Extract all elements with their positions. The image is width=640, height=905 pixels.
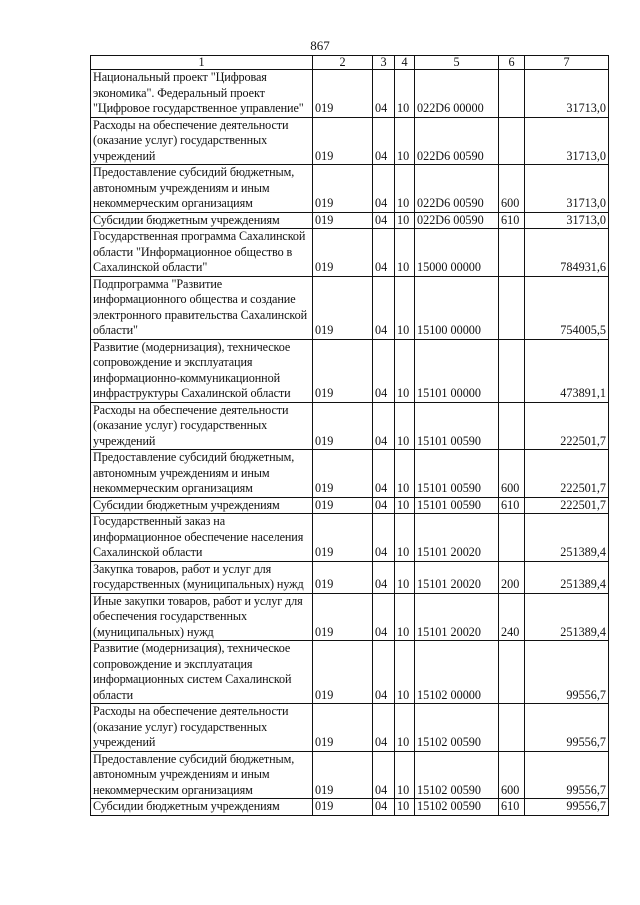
row-section: 04	[373, 212, 395, 229]
row-section: 04	[373, 799, 395, 816]
row-amount: 222501,7	[525, 450, 609, 498]
row-section: 04	[373, 402, 395, 450]
row-expense-type: 240	[499, 593, 525, 641]
row-amount: 473891,1	[525, 339, 609, 402]
row-target-code: 022D6 00590	[415, 117, 499, 165]
table-header-row	[91, 56, 609, 70]
row-expense-type	[499, 704, 525, 752]
row-subsection: 10	[395, 339, 415, 402]
table-row	[91, 641, 609, 704]
row-subsection: 10	[395, 704, 415, 752]
row-admin-code: 019	[313, 641, 373, 704]
row-subsection: 10	[395, 561, 415, 593]
row-amount: 754005,5	[525, 276, 609, 339]
row-section: 04	[373, 70, 395, 118]
row-section: 04	[373, 165, 395, 213]
row-section: 04	[373, 561, 395, 593]
column-header-section: 3	[373, 56, 395, 70]
row-admin-code: 019	[313, 165, 373, 213]
row-target-code: 15100 00000	[415, 276, 499, 339]
row-subsection: 10	[395, 117, 415, 165]
row-target-code: 15102 00590	[415, 799, 499, 816]
table-row	[91, 561, 609, 593]
row-amount: 251389,4	[525, 593, 609, 641]
row-subsection: 10	[395, 751, 415, 799]
row-section: 04	[373, 339, 395, 402]
table-row	[91, 799, 609, 816]
row-admin-code: 019	[313, 212, 373, 229]
row-admin-code: 019	[313, 70, 373, 118]
row-name: Расходы на обеспечение деятельности (оказание услуг) государственных учреждений	[91, 117, 313, 165]
table-row	[91, 276, 609, 339]
row-target-code: 15101 00590	[415, 402, 499, 450]
row-amount: 99556,7	[525, 704, 609, 752]
row-expense-type	[499, 339, 525, 402]
row-amount: 222501,7	[525, 497, 609, 514]
row-name: Предоставление субсидий бюджетным, автономным учреждениям и иным некоммерческим организациям	[91, 751, 313, 799]
row-section: 04	[373, 641, 395, 704]
row-subsection: 10	[395, 402, 415, 450]
row-expense-type	[499, 514, 525, 562]
table-row	[91, 70, 609, 118]
row-admin-code: 019	[313, 276, 373, 339]
row-section: 04	[373, 751, 395, 799]
row-expense-type: 600	[499, 751, 525, 799]
row-name: Расходы на обеспечение деятельности (оказание услуг) государственных учреждений	[91, 704, 313, 752]
row-target-code: 15102 00000	[415, 641, 499, 704]
row-admin-code: 019	[313, 339, 373, 402]
row-expense-type: 610	[499, 212, 525, 229]
table-row	[91, 751, 609, 799]
column-header-subsection: 4	[395, 56, 415, 70]
row-admin-code: 019	[313, 514, 373, 562]
row-target-code: 15102 00590	[415, 751, 499, 799]
column-header-admin: 2	[313, 56, 373, 70]
row-amount: 784931,6	[525, 229, 609, 277]
row-admin-code: 019	[313, 704, 373, 752]
row-section: 04	[373, 497, 395, 514]
row-name: Национальный проект "Цифровая экономика". Федеральный проект "Цифровое государственное управление"	[91, 70, 313, 118]
row-subsection: 10	[395, 212, 415, 229]
row-subsection: 10	[395, 593, 415, 641]
row-subsection: 10	[395, 276, 415, 339]
row-admin-code: 019	[313, 450, 373, 498]
row-name: Государственный заказ на информационное обеспечение населения Сахалинской области	[91, 514, 313, 562]
row-name: Закупка товаров, работ и услуг для государственных (муниципальных) нужд	[91, 561, 313, 593]
row-amount: 31713,0	[525, 212, 609, 229]
row-target-code: 15101 20020	[415, 593, 499, 641]
row-target-code: 15101 00000	[415, 339, 499, 402]
row-admin-code: 019	[313, 799, 373, 816]
row-target-code: 15000 00000	[415, 229, 499, 277]
row-admin-code: 019	[313, 593, 373, 641]
row-subsection: 10	[395, 165, 415, 213]
table-row	[91, 165, 609, 213]
row-name: Субсидии бюджетным учреждениям	[91, 497, 313, 514]
row-expense-type: 600	[499, 165, 525, 213]
row-name: Государственная программа Сахалинской области "Информационное общество в Сахалинской области"	[91, 229, 313, 277]
column-header-target: 5	[415, 56, 499, 70]
row-name: Развитие (модернизация), техническое сопровождение и эксплуатация информационно-коммуникационной инфраструктуры Сахалинской области	[91, 339, 313, 402]
row-target-code: 15101 00590	[415, 497, 499, 514]
row-expense-type	[499, 402, 525, 450]
row-name: Развитие (модернизация), техническое сопровождение и эксплуатация информационных систем Сахалинской области	[91, 641, 313, 704]
column-header-name: 1	[91, 56, 313, 70]
table-row	[91, 339, 609, 402]
row-expense-type: 610	[499, 799, 525, 816]
row-expense-type: 200	[499, 561, 525, 593]
row-target-code: 022D6 00590	[415, 165, 499, 213]
row-target-code: 15102 00590	[415, 704, 499, 752]
row-name: Субсидии бюджетным учреждениям	[91, 799, 313, 816]
row-admin-code: 019	[313, 561, 373, 593]
table-row	[91, 402, 609, 450]
row-expense-type: 610	[499, 497, 525, 514]
row-amount: 99556,7	[525, 641, 609, 704]
row-amount: 251389,4	[525, 561, 609, 593]
row-section: 04	[373, 276, 395, 339]
row-amount: 31713,0	[525, 70, 609, 118]
table-row	[91, 497, 609, 514]
row-target-code: 15101 20020	[415, 514, 499, 562]
row-section: 04	[373, 514, 395, 562]
table-row	[91, 593, 609, 641]
row-subsection: 10	[395, 641, 415, 704]
row-amount: 31713,0	[525, 165, 609, 213]
row-amount: 222501,7	[525, 402, 609, 450]
row-name: Предоставление субсидий бюджетным, автономным учреждениям и иным некоммерческим организациям	[91, 450, 313, 498]
column-header-type: 6	[499, 56, 525, 70]
row-section: 04	[373, 704, 395, 752]
row-target-code: 15101 20020	[415, 561, 499, 593]
row-section: 04	[373, 450, 395, 498]
row-name: Расходы на обеспечение деятельности (оказание услуг) государственных учреждений	[91, 402, 313, 450]
budget-table	[90, 55, 609, 816]
row-amount: 99556,7	[525, 751, 609, 799]
column-header-amount: 7	[525, 56, 609, 70]
row-target-code: 15101 00590	[415, 450, 499, 498]
row-expense-type	[499, 70, 525, 118]
row-name: Предоставление субсидий бюджетным, автономным учреждениям и иным некоммерческим организациям	[91, 165, 313, 213]
table-row	[91, 450, 609, 498]
row-admin-code: 019	[313, 402, 373, 450]
table-row	[91, 117, 609, 165]
row-subsection: 10	[395, 229, 415, 277]
row-section: 04	[373, 117, 395, 165]
row-admin-code: 019	[313, 497, 373, 514]
row-admin-code: 019	[313, 751, 373, 799]
table-row	[91, 704, 609, 752]
row-name: Иные закупки товаров, работ и услуг для обеспечения государственных (муниципальных) нужд	[91, 593, 313, 641]
row-subsection: 10	[395, 70, 415, 118]
table-row	[91, 229, 609, 277]
row-expense-type	[499, 229, 525, 277]
row-expense-type	[499, 276, 525, 339]
row-amount: 251389,4	[525, 514, 609, 562]
table-row	[91, 212, 609, 229]
row-subsection: 10	[395, 497, 415, 514]
row-subsection: 10	[395, 799, 415, 816]
row-subsection: 10	[395, 450, 415, 498]
row-expense-type	[499, 117, 525, 165]
row-amount: 31713,0	[525, 117, 609, 165]
row-admin-code: 019	[313, 117, 373, 165]
row-target-code: 022D6 00000	[415, 70, 499, 118]
row-expense-type	[499, 641, 525, 704]
row-section: 04	[373, 229, 395, 277]
row-subsection: 10	[395, 514, 415, 562]
row-expense-type: 600	[499, 450, 525, 498]
table-row	[91, 514, 609, 562]
row-section: 04	[373, 593, 395, 641]
page-number: 867	[310, 38, 330, 53]
row-amount: 99556,7	[525, 799, 609, 816]
row-name: Субсидии бюджетным учреждениям	[91, 212, 313, 229]
row-admin-code: 019	[313, 229, 373, 277]
row-name: Подпрограмма "Развитие информационного общества и создание электронного правительства Сахалинской области"	[91, 276, 313, 339]
row-target-code: 022D6 00590	[415, 212, 499, 229]
